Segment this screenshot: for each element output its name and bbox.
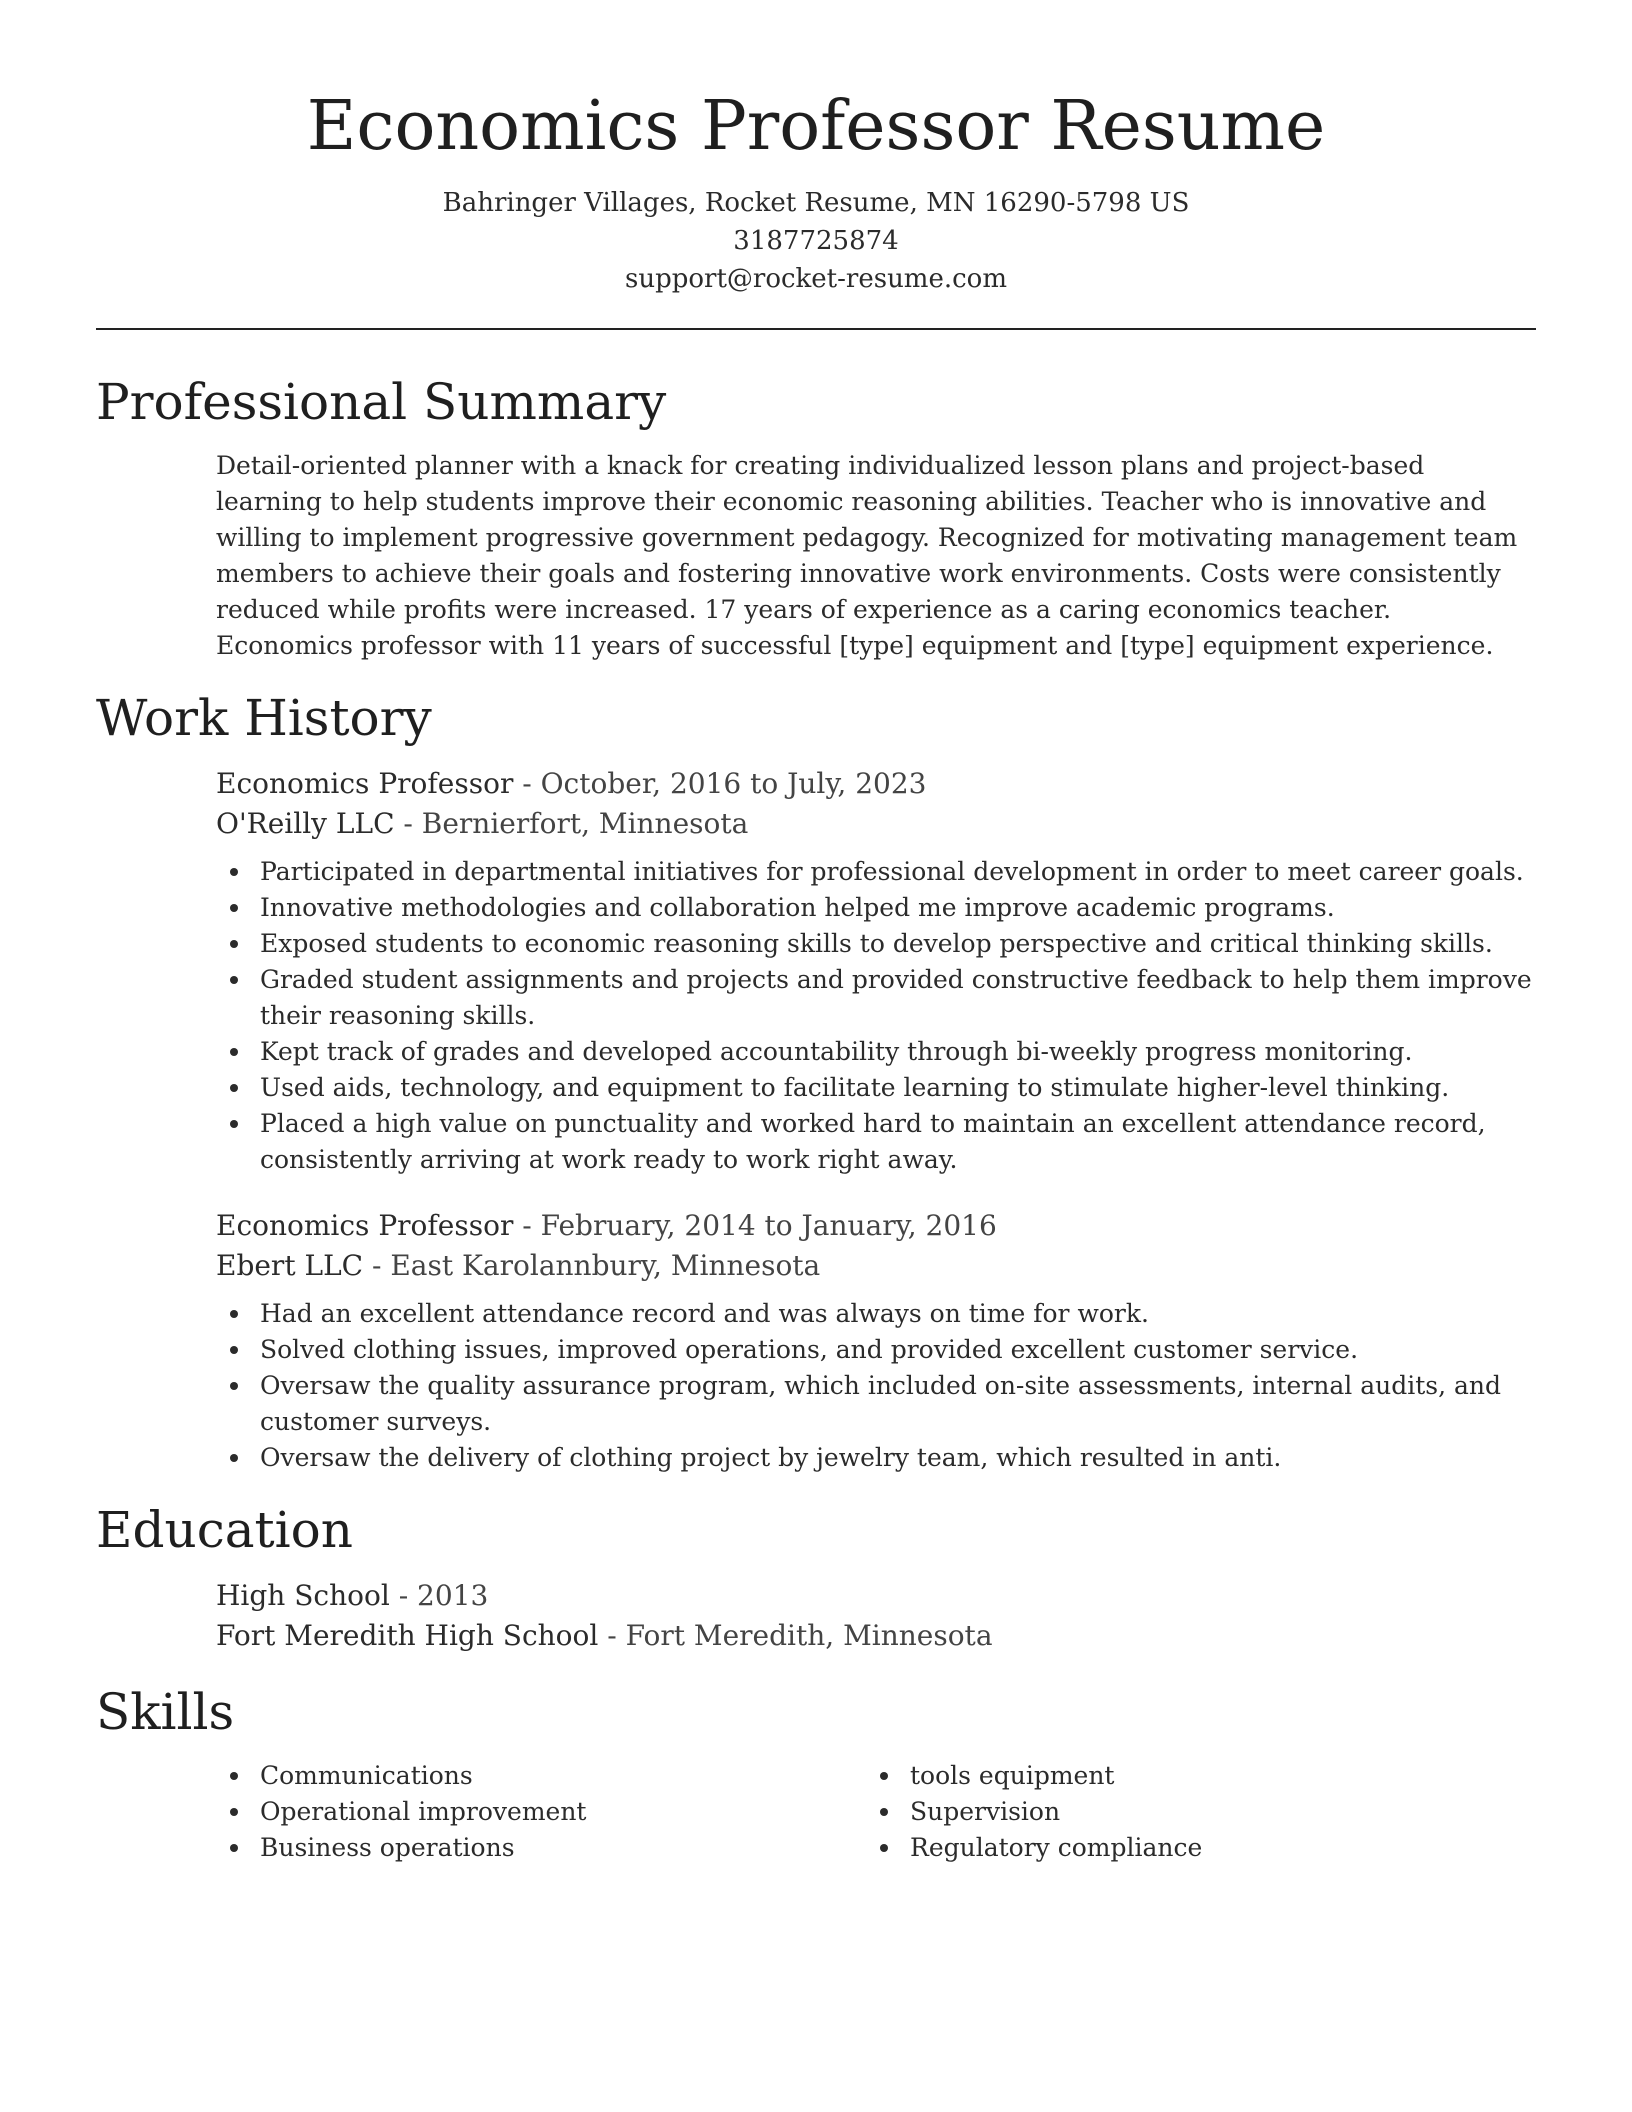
skills-column-left <box>216 1758 866 1866</box>
skills-list <box>216 1758 1536 1866</box>
school-name: Fort Meredith High School <box>216 1619 599 1652</box>
job-entry <box>216 1206 1536 1476</box>
work-history-heading: Work History <box>96 689 432 747</box>
list-item: Graded student assignments and projects and provided constructive feedback to help them improve their reasoning skills. <box>216 962 1536 1034</box>
job-entry <box>216 764 1536 1178</box>
list-item: Oversaw the delivery of clothing project by jewelry team, which resulted in anti. <box>216 1440 1536 1476</box>
list-item: Business operations <box>216 1830 866 1866</box>
bullet-icon <box>230 976 238 984</box>
job-dates: - February, 2014 to January, 2016 <box>513 1209 997 1242</box>
list-item: Used aids, technology, and equipment to facilitate learning to stimulate higher-level thinking. <box>216 1070 1536 1106</box>
job-company-line <box>216 1246 1536 1286</box>
job-company: Ebert LLC <box>216 1249 364 1282</box>
list-item: Had an excellent attendance record and was always on time for work. <box>216 1296 1536 1332</box>
job-title: Economics Professor <box>216 767 514 800</box>
list-item: Communications <box>216 1758 866 1794</box>
list-item: Exposed students to economic reasoning skills to develop perspective and critical thinking skills. <box>216 926 1536 962</box>
bullet-icon <box>230 1454 238 1462</box>
bullet-icon <box>230 868 238 876</box>
resume-title: Economics Professor Resume <box>306 87 1326 166</box>
list-item: tools equipment <box>866 1758 1516 1794</box>
job-company-line <box>216 804 1536 844</box>
job-company: O'Reilly LLC <box>216 807 395 840</box>
school-line <box>216 1616 1536 1656</box>
contact-info <box>96 184 1536 298</box>
summary-text: Detail-oriented planner with a knack for creating individualized lesson plans and project-based learning to help students improve their economic reasoning abilities. Teacher who is innovative and willing to implement progressive government pedagogy. Recognized for motivating management team members to achieve their goals and fostering innovative work environments. Costs were consistently reduced while profits were increased. 17 years of experience as a caring economics teacher. Economics professor with 11 years of successful [type] equipment and [type] equipment experience. <box>216 451 1518 660</box>
header-divider <box>96 328 1536 330</box>
list-item: Innovative methodologies and collaboration helped me improve academic programs. <box>216 890 1536 926</box>
email: support@rocket-resume.com <box>624 264 1007 294</box>
job-location: - Bernierfort, Minnesota <box>394 807 749 840</box>
job-dates: - October, 2016 to July, 2023 <box>513 767 927 800</box>
job-title-line <box>216 1206 1536 1246</box>
bullet-icon <box>230 1772 238 1780</box>
bullet-icon <box>230 1048 238 1056</box>
bullet-icon <box>230 940 238 948</box>
education-heading: Education <box>96 1501 353 1559</box>
list-item: Solved clothing issues, improved operations, and provided excellent customer service. <box>216 1332 1536 1368</box>
job-location: - East Karolannbury, Minnesota <box>363 1249 821 1282</box>
skills-column-right <box>866 1758 1516 1866</box>
resume-page <box>96 0 1536 1866</box>
degree-line <box>216 1576 1536 1616</box>
education-entry <box>216 1576 1536 1656</box>
school-location: - Fort Meredith, Minnesota <box>598 1619 993 1652</box>
job-bullets <box>216 854 1536 1178</box>
bullet-icon <box>230 1346 238 1354</box>
list-item: Participated in departmental initiatives for professional development in order to meet career goals. <box>216 854 1536 890</box>
summary-heading: Professional Summary <box>96 373 667 431</box>
bullet-icon <box>230 1808 238 1816</box>
bullet-icon <box>230 904 238 912</box>
degree: High School <box>216 1579 390 1612</box>
bullet-icon <box>880 1844 888 1852</box>
phone: 3187725874 <box>733 226 899 256</box>
bullet-icon <box>230 1120 238 1128</box>
list-item: Kept track of grades and developed accountability through bi-weekly progress monitoring. <box>216 1034 1536 1070</box>
list-item: Oversaw the quality assurance program, which included on-site assessments, internal audits, and customer surveys. <box>216 1368 1536 1440</box>
job-bullets <box>216 1296 1536 1476</box>
job-title-line <box>216 764 1536 804</box>
list-item: Regulatory compliance <box>866 1830 1516 1866</box>
bullet-icon <box>880 1808 888 1816</box>
list-item: Placed a high value on punctuality and worked hard to maintain an excellent attendance record, consistently arriving at work ready to work right away. <box>216 1106 1536 1178</box>
skills-heading: Skills <box>96 1683 235 1741</box>
list-item: Operational improvement <box>216 1794 866 1830</box>
graduation-year: - 2013 <box>389 1579 489 1612</box>
job-title: Economics Professor <box>216 1209 514 1242</box>
address: Bahringer Villages, Rocket Resume, MN 16290-5798 US <box>442 188 1190 218</box>
bullet-icon <box>230 1382 238 1390</box>
bullet-icon <box>880 1772 888 1780</box>
list-item: Supervision <box>866 1794 1516 1830</box>
bullet-icon <box>230 1844 238 1852</box>
bullet-icon <box>230 1310 238 1318</box>
bullet-icon <box>230 1084 238 1092</box>
